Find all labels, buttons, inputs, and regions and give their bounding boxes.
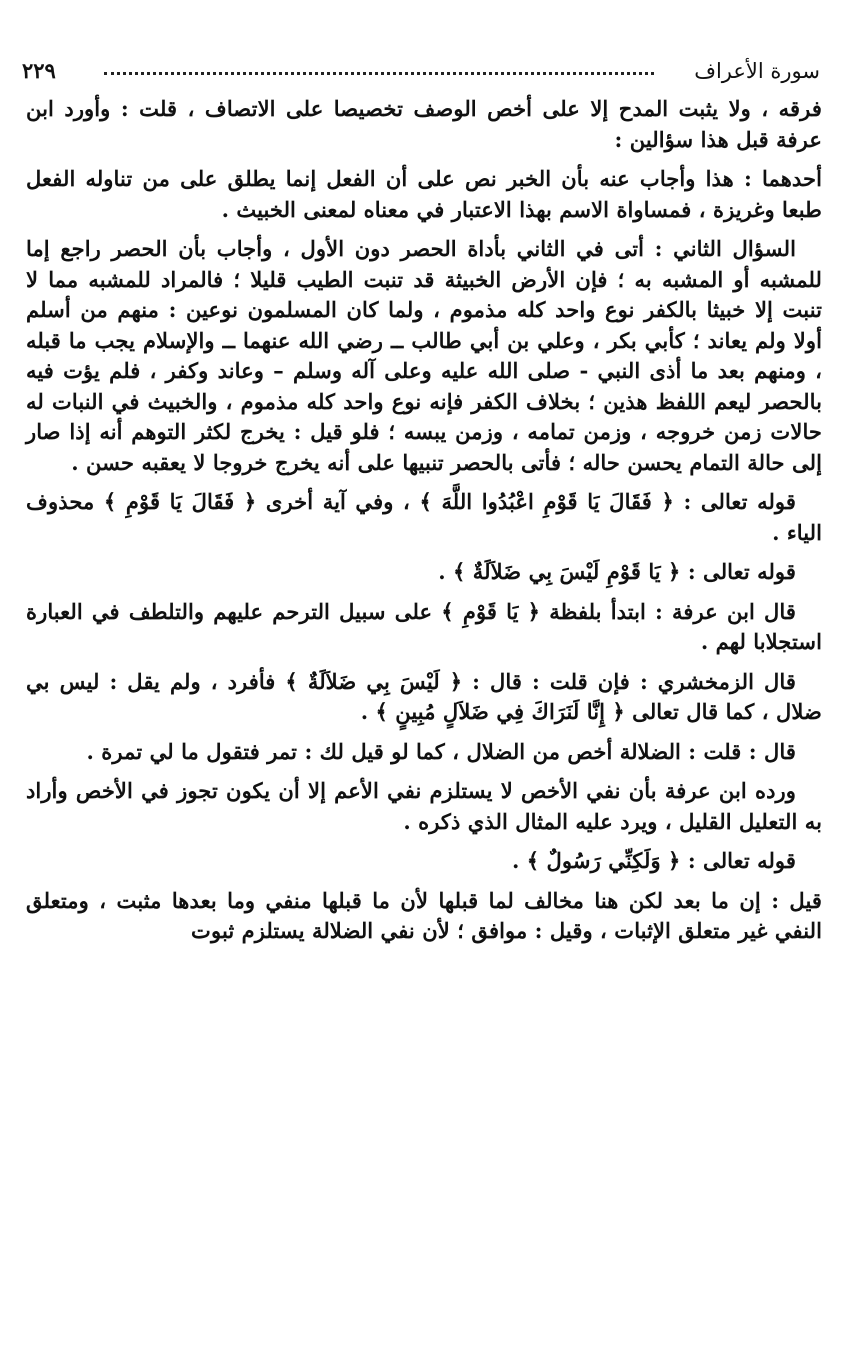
paragraph: قال الزمخشري : فإن قلت : قال : ﴿ لَيْسَ بِي ضَلاَلَةٌ ﴾ فأفرد ، ولم يقل : ليس بي ضلال ، كما قال تعالى ﴿ إِنَّا لَنَرَاكَ فِي ضَلاَلٍ مُبِينٍ ﴾ .	[26, 668, 822, 724]
paragraph: فرقه ، ولا يثبت المدح إلا على أخص الوصف تخصيصا على الاتصاف ، قلت : وأورد ابن عرفة قبل هذا سؤالين :	[26, 96, 822, 152]
header-dotted-leader	[104, 72, 654, 75]
paragraph: قوله تعالى : ﴿ وَلَكِنِّي رَسُولٌ ﴾ .	[511, 848, 796, 873]
paragraph: قوله تعالى : ﴿ يَا قَوْمِ لَيْسَ بِي ضَلاَلَةٌ ﴾ .	[438, 559, 796, 584]
paragraph: أحدهما : هذا وأجاب عنه بأن الخبر نص على أن الفعل إنما يطلق على من تناوله الفعل طبعا وغريزة ، فمساواة الاسم بهذا الاعتبار في معناه لمعنى الخبيث .	[26, 166, 822, 222]
paragraph: السؤال الثاني : أتى في الثاني بأداة الحصر دون الأول ، وأجاب بأن الحصر راجع إما للمشبه أو المشبه به ؛ فإن الأرض الخبيثة قد تنبت الطيب قليلا ؛ فالمراد للمشبه مما لا تنبت إلا خبيثا بالكفر نوع واحد كله مذموم ، ولما كان المسلمون نوعين : منهم من أسلم أولا ولم يعاند ؛ كأبي بكر ، وعلي بن أبي طالب ــ رضي الله عنهما ــ والإسلام يجب ما قبله ، ومنهم بعد ما أذى النبي - صلى الله عليه وعلى آله وسلم – وعاند وكفر ، فلم يؤت فيه بالحصر ليعم اللفظ هذين ؛ بخلاف الكفر فإنه نوع واحد كله مذموم ، والخبيث في النبات له حالات زمن خروجه ، وزمن تمامه ، وزمن يبسه ؛ فلو قيل : يخرج لكثر التوهم أنه إذا صار إلى حالة التمام يحسن حاله ؛ فأتى بالحصر تنبيها على أنه يخرج خروجا لا يعقبه حسن .	[26, 236, 822, 475]
paragraph: قال ابن عرفة : ابتدأ بلفظة ﴿ يَا قَوْمِ ﴾ على سبيل الترحم عليهم والتلطف في العبارة استجلابا لهم .	[26, 598, 822, 654]
paragraph: قيل : إن ما بعد لكن هنا مخالف لما قبلها لأن ما قبلها منفي وما بعدها مثبت ، ومتعلق النفي غير متعلق الإثبات ، وقيل : موافق ؛ لأن نفي الضلالة يستلزم ثبوت	[26, 887, 822, 943]
surah-title: سورة الأعراف	[694, 59, 820, 83]
paragraph: قوله تعالى : ﴿ فَقَالَ يَا قَوْمِ اعْبُدُوا اللَّهَ ﴾ ، وفي آية أخرى ﴿ فَقَالَ يَا قَوْمِ ﴾ محذوف الياء .	[26, 489, 822, 545]
paragraph: ورده ابن عرفة بأن نفي الأخص لا يستلزم نفي الأعم إلا أن يكون تجوز في الأخص وأراد به التعليل القليل ، ويرد عليه المثال الذي ذكره .	[26, 778, 822, 834]
paragraph: قال : قلت : الضلالة أخص من الضلال ، كما لو قيل لك : تمر فتقول ما لي تمرة .	[86, 738, 796, 764]
page-number: ٢٢٩	[22, 58, 56, 83]
running-header	[0, 56, 856, 96]
body-text	[26, 94, 822, 947]
